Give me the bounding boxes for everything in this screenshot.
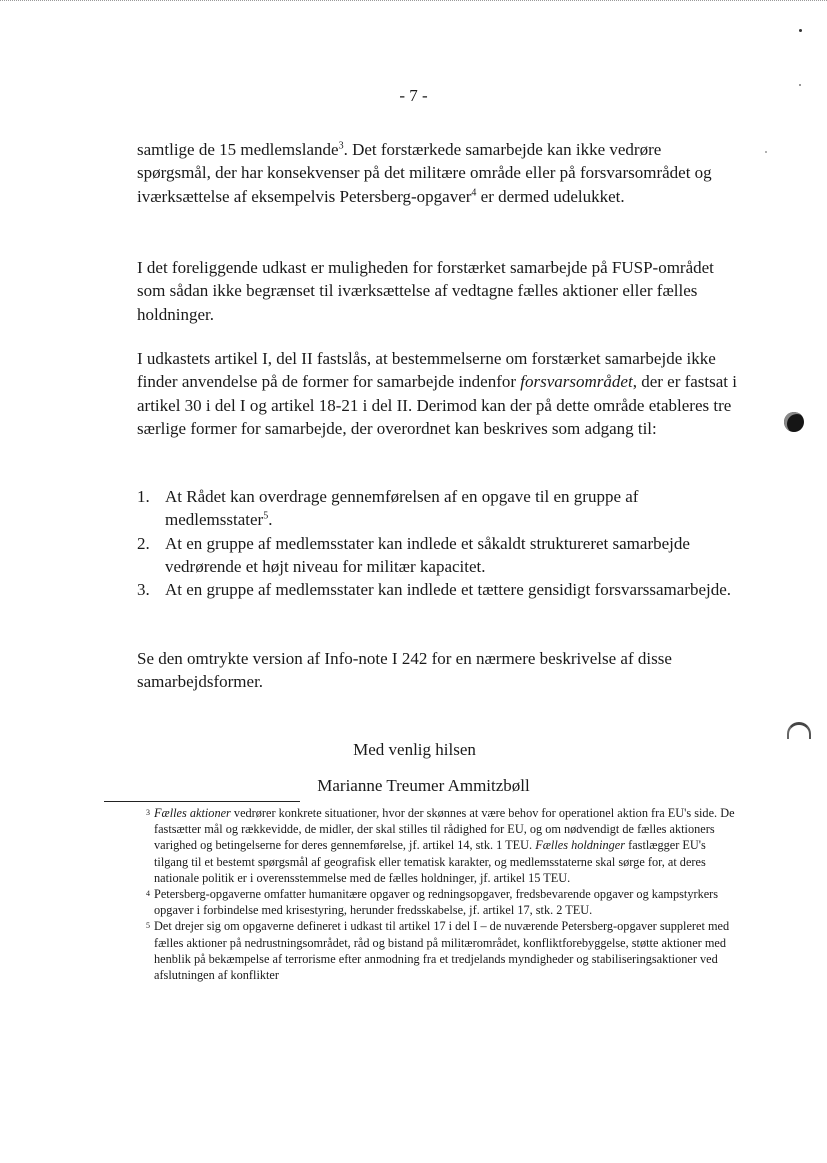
- paragraph-2: I det foreliggende udkast er muligheden for forstærket samarbejde på FUSP-området som sådan ikke begrænset til iværksættelse af vedtagne fælles aktioner eller fælles holdninger.: [137, 258, 714, 324]
- footnote-ref-5: 5: [263, 510, 269, 522]
- punch-hole-mark-icon: [787, 722, 811, 739]
- paragraph-1-text-a: samtlige de 15 medlemslande: [137, 140, 339, 159]
- paragraph-4: Se den omtrykte version af Info-note I 242 for en nærmere beskrivelse af disse samarbejdsformer.: [137, 649, 672, 692]
- footnote-divider: [104, 801, 300, 802]
- list-item: [137, 578, 737, 601]
- scan-speck: [765, 151, 767, 153]
- closing-greeting: [0, 740, 827, 760]
- paragraph-3: [137, 347, 737, 440]
- footnote-ref-4: 4: [471, 186, 477, 198]
- closing-greeting-text: Med venlig hilsen: [353, 740, 476, 759]
- punch-hole-icon: [784, 412, 804, 432]
- list-item-body: At Rådet kan overdrage gennemførelsen af en opgave til en gruppe af medlemsstater: [165, 487, 639, 530]
- footnote-text: Det drejer sig om opgaverne defineret i udkast til artikel 17 i del I – de nuværende Petersberg-opgaver suppleret med fælles aktioner på nedrustningsområdet, råd og bistand på militærområdet, konfliktforebyggelse, støtte aktioner med henblik på bekæmpelse af terrorisme efter anmodning fra et tredjelands myndigheder og stabiliseringsaktioner ved afslutningen af konflikter: [154, 919, 730, 983]
- footnote-3: [146, 805, 742, 886]
- paragraph-3-text-b: , der er fastsat i artikel 30 i del I og artikel 18-21 i del II. Derimod kan der på dette område etableres tre særlige former for samarbejde, der overordnet kan beskrives som adgang til:: [137, 372, 738, 438]
- footnote-text: Petersberg-opgaverne omfatter humanitære opgaver og redningsopgaver, fredsbevarende opgaver og kampstyrkers opgaver i forbindelse med krisestyring, herunder fredsskabelse, jf. artikel 17, stk. 2 TEU.: [154, 887, 719, 918]
- list-item-text: [165, 485, 737, 532]
- footnote-4: [146, 886, 742, 918]
- footnote-ref-3: 3: [338, 140, 344, 152]
- scan-speck: [799, 29, 802, 32]
- signature-name: [0, 776, 827, 796]
- footnote-italic-b: Fælles holdninger: [535, 838, 626, 853]
- list-item-number: 3.: [137, 580, 150, 600]
- list-item-text: At en gruppe af medlemsstater kan indlede et såkaldt struktureret samarbejde vedrørende et højt niveau for militær kapacitet.: [165, 533, 690, 576]
- footnote-number: 3: [146, 808, 150, 817]
- paragraph-3-italic: forsvarsområdet: [520, 372, 633, 392]
- footnote-italic-a: Fælles aktioner: [154, 806, 231, 820]
- list-item: [137, 485, 737, 532]
- footnote-text-b: fastlægger EU's tilgang til et bestemt spørgsmål af geografisk eller tematisk karakter, og medlemsstaterne skal sørge for, at deres nationale politik er i overensstemmelse med de fælles holdninger, jf. artikel 15 TEU.: [154, 838, 706, 885]
- list-item-number: 2.: [137, 533, 150, 553]
- paragraph-1-text-c: er dermed udelukket.: [476, 186, 625, 206]
- footnote-number: 4: [146, 889, 150, 899]
- list-item-tail: .: [268, 510, 273, 530]
- paragraph-1: [137, 138, 737, 208]
- paragraph-1-text-b: . Det forstærkede samarbejde kan ikke vedrøre spørgsmål, der har konsekvenser på det militære område eller på forsvarsområdet og iværksættelse af eksempelvis Petersberg-opgaver: [137, 140, 712, 206]
- footnote-5: [146, 918, 742, 983]
- page-top-edge: [0, 0, 827, 2]
- page-number: - 7 -: [399, 86, 428, 105]
- footnotes: [146, 805, 742, 983]
- numbered-list: [137, 485, 737, 601]
- footnote-text-a: vedrører konkrete situationer, hvor der skønnes at være behov for operationel aktion fra EU's side. De fastsætter mål og rækkevidde, de midler, der skal stilles til rådighed for EU, og om nødvendigt de fælles aktioners varighed og betingelserne for deres gennemførelse, jf. artikel 14, stk. 1 TEU.: [154, 806, 735, 853]
- list-item-number: 1.: [137, 487, 150, 506]
- footnote-text: [154, 805, 742, 886]
- footnote-number: 5: [146, 921, 150, 931]
- signature-name-text: Marianne Treumer Ammitzbøll: [317, 776, 530, 795]
- list-item-text: At en gruppe af medlemsstater kan indlede et tættere gensidigt forsvarssamarbejde.: [165, 580, 732, 600]
- list-item: [137, 532, 737, 579]
- paragraph-3-text-a: I udkastets artikel I, del II fastslås, at bestemmelserne om forstærket samarbejde ikke finder anvendelse på de former for samarbejde indenfor: [137, 349, 716, 392]
